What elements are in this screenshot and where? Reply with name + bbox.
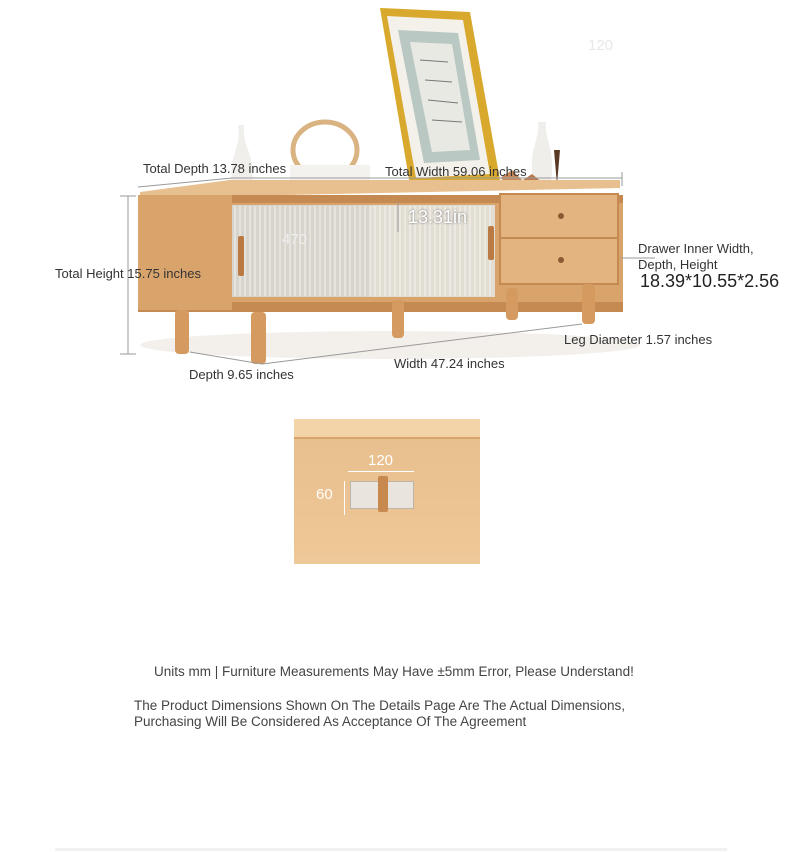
cabinet-left-panel [138,195,232,310]
width-label: Width 47.24 inches [394,356,505,371]
picture-frame [380,8,500,185]
bottom-divider [55,848,727,851]
drawer-inner-label-line2: Depth, Height [638,257,718,272]
door-handle-right [488,226,494,260]
agreement-note-line2: Purchasing Will Be Considered As Acceptance Of The Agreement [134,714,527,729]
total-height-label: Total Height 15.75 inches [55,266,201,281]
drawer-inner-label-line1: Drawer Inner Width, [638,241,754,256]
drawer-inner-value: 18.39*10.55*2.56 [640,271,780,291]
depth-label: Depth 9.65 inches [189,367,294,382]
detail-width-label: 120 [368,452,394,469]
round-ornament [290,122,370,187]
total-width-label: Total Width 59.06 inches [385,164,527,179]
door-handle-left [238,236,244,276]
overlay-120: 120 [588,37,614,54]
agreement-note-line1: The Product Dimensions Shown On The Details Page Are The Actual Dimensions, [134,698,626,713]
detail-height-label: 60 [316,486,333,503]
total-depth-label: Total Depth 13.78 inches [143,161,287,176]
drawers [500,194,618,284]
compartment-height-label: 13.31in [408,207,468,227]
leg-diameter-label: Leg Diameter 1.57 inches [564,332,713,347]
handle-detail-image [294,419,480,564]
overlay-470: 470 [282,231,308,248]
units-note: Units mm | Furniture Measurements May Have ±5mm Error, Please Understand! [154,664,634,679]
